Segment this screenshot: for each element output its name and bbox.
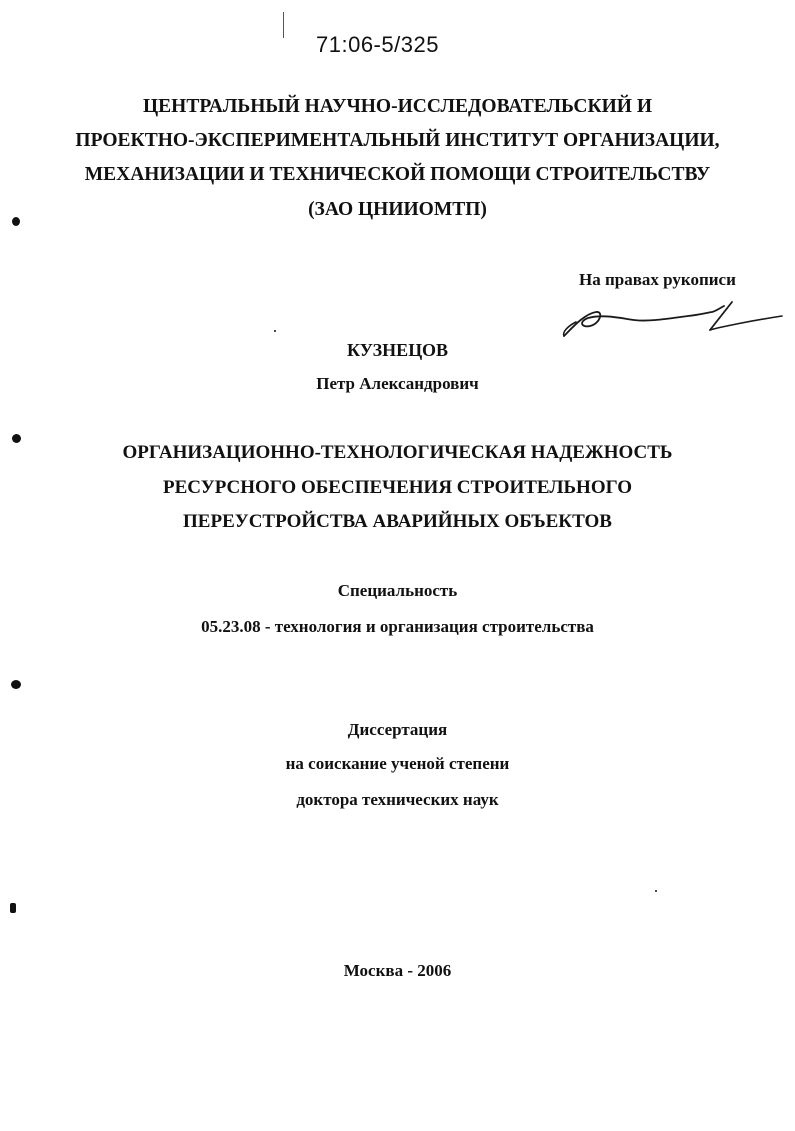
institute-line-2: ПРОЕКТНО-ЭКСПЕРИМЕНТАЛЬНЫЙ ИНСТИТУТ ОРГАНИЗАЦИИ, [75, 130, 720, 151]
institute-line-3: МЕХАНИЗАЦИИ И ТЕХНИЧЕСКОЙ ПОМОЩИ СТРОИТЕЛЬСТВУ [84, 164, 711, 185]
handwritten-signature [560, 296, 785, 344]
scan-speck [274, 330, 276, 332]
scan-speck [12, 434, 21, 443]
author-name: Петр Александрович [316, 374, 479, 393]
author-surname: КУЗНЕЦОВ [347, 340, 448, 360]
title-line-1: ОРГАНИЗАЦИОННО-ТЕХНОЛОГИЧЕСКАЯ НАДЕЖНОСТЬ [122, 442, 673, 463]
scan-tick-mark [283, 12, 284, 38]
scan-speck [11, 680, 21, 689]
scan-speck [10, 903, 16, 913]
specialty-label: Специальность [337, 581, 458, 600]
manuscript-rights-note: На правах рукописи [579, 270, 736, 289]
institute-line-4: (ЗАО ЦНИИОМТП) [308, 199, 487, 220]
degree-line-3: доктора технических наук [296, 790, 499, 809]
city-year: Москва - 2006 [343, 961, 452, 980]
scan-speck [655, 890, 657, 892]
title-line-3: ПЕРЕУСТРОЙСТВА АВАРИЙНЫХ ОБЪЕКТОВ [183, 511, 612, 532]
scan-speck [12, 217, 20, 226]
title-line-2: РЕСУРСНОГО ОБЕСПЕЧЕНИЯ СТРОИТЕЛЬНОГО [163, 477, 632, 498]
institute-line-1: ЦЕНТРАЛЬНЫЙ НАУЧНО-ИССЛЕДОВАТЕЛЬСКИЙ И [142, 96, 653, 117]
degree-line-2: на соискание ученой степени [285, 754, 510, 773]
degree-line-1: Диссертация [347, 720, 448, 739]
archive-code: 71:06-5/325 [316, 32, 439, 57]
specialty-value: 05.23.08 - технология и организация строительства [201, 617, 594, 636]
